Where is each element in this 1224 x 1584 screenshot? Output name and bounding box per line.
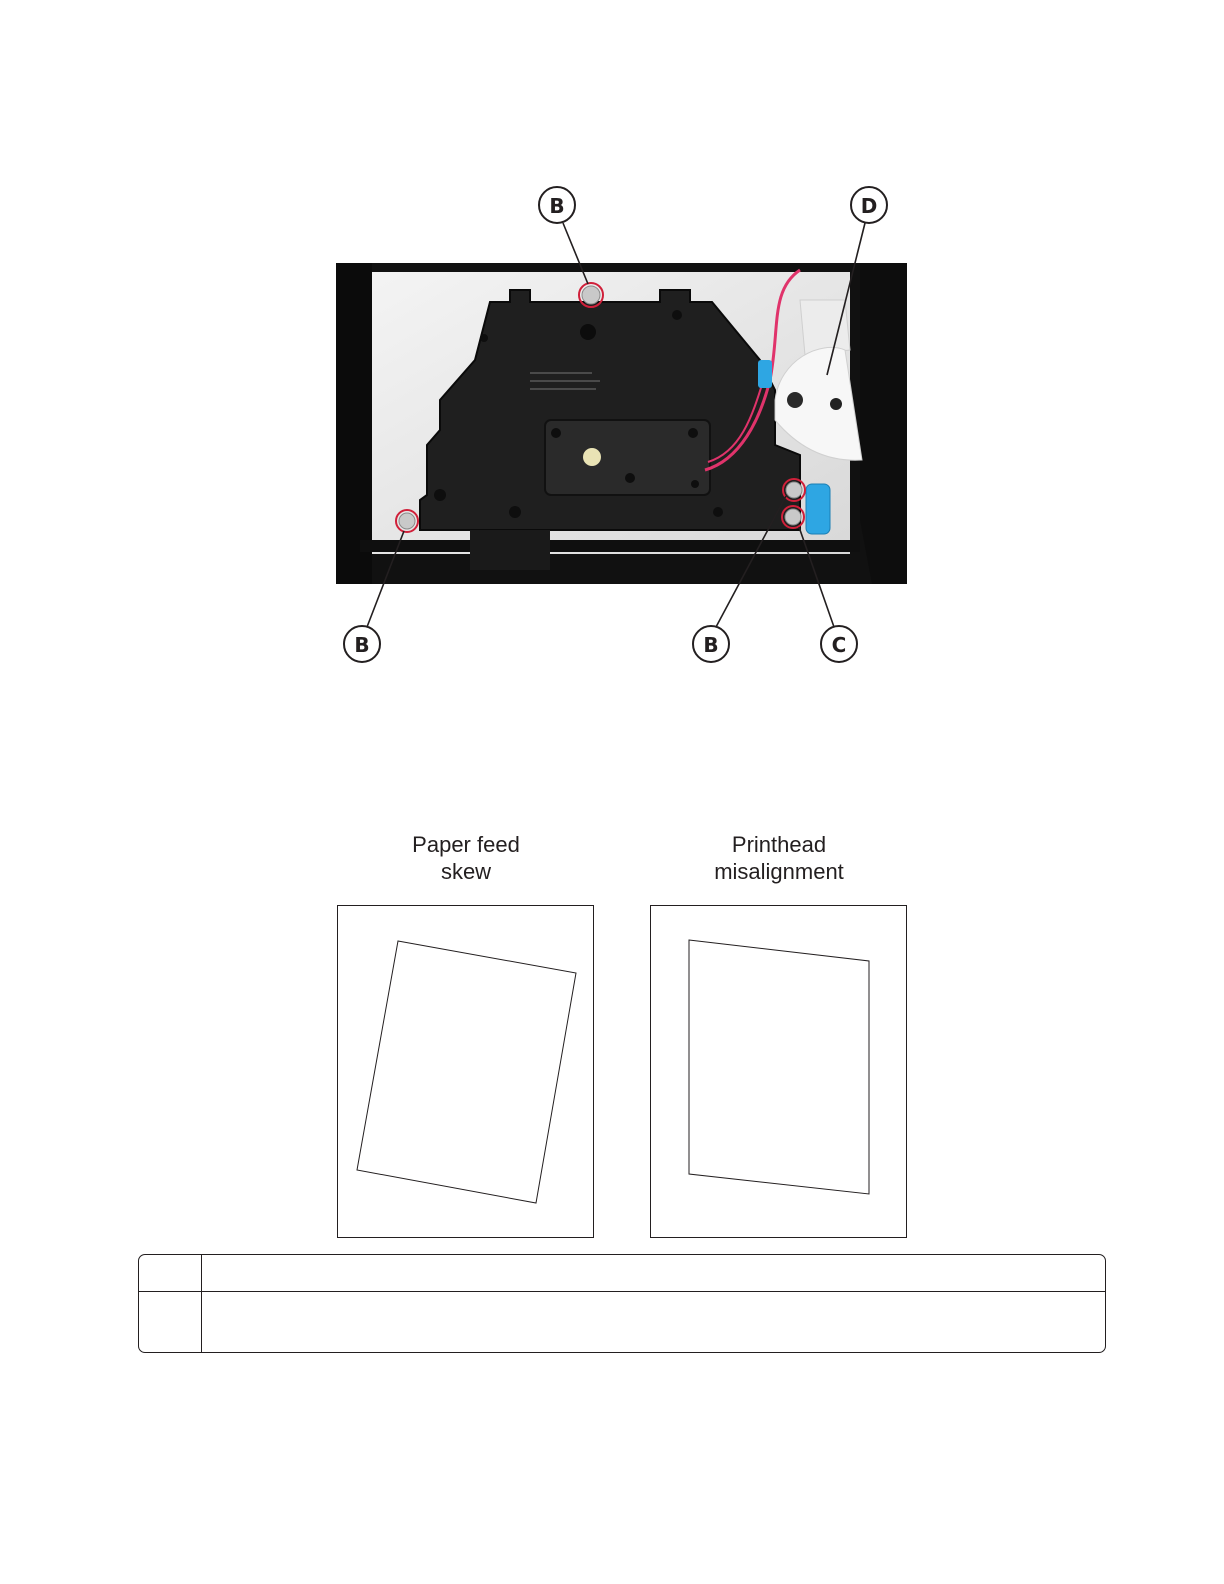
screw-right-lower (782, 506, 804, 528)
caption-line: misalignment (714, 859, 844, 884)
callout-d (851, 187, 887, 223)
caption-line: skew (440, 859, 492, 884)
skewed-page-outline (357, 941, 576, 1203)
callout-b-left (344, 626, 380, 662)
printhead-misalignment-diagram (650, 905, 907, 1238)
screw-top (579, 283, 603, 307)
callout-b-top (539, 187, 575, 223)
callout-b-right (693, 626, 729, 662)
callout-c (821, 626, 857, 662)
callout-label: B (703, 633, 719, 657)
caption-line: Paper feed (412, 832, 520, 857)
screw-left (396, 510, 418, 532)
callout-label: D (860, 194, 878, 218)
step-cell (139, 1255, 202, 1292)
misaligned-page-outline (689, 940, 869, 1194)
action-cell (202, 1292, 1105, 1352)
action-cell (202, 1255, 1105, 1292)
printer-photo (336, 263, 907, 584)
step-action-table (138, 1254, 1106, 1353)
paper-feed-skew-caption (336, 831, 596, 885)
paper-feed-skew-diagram (337, 905, 594, 1238)
blue-latch (806, 484, 830, 534)
callout-label: C (831, 633, 847, 657)
caption-line: Printhead (731, 832, 827, 857)
step-cell (139, 1292, 202, 1352)
printhead-misalignment-caption (649, 831, 909, 885)
printhead-photo-figure (0, 0, 1224, 700)
callout-label: B (354, 633, 370, 657)
table-row (139, 1255, 1105, 1292)
callout-label: B (549, 194, 565, 218)
table-row (139, 1292, 1105, 1352)
screw-right-upper (783, 479, 805, 501)
